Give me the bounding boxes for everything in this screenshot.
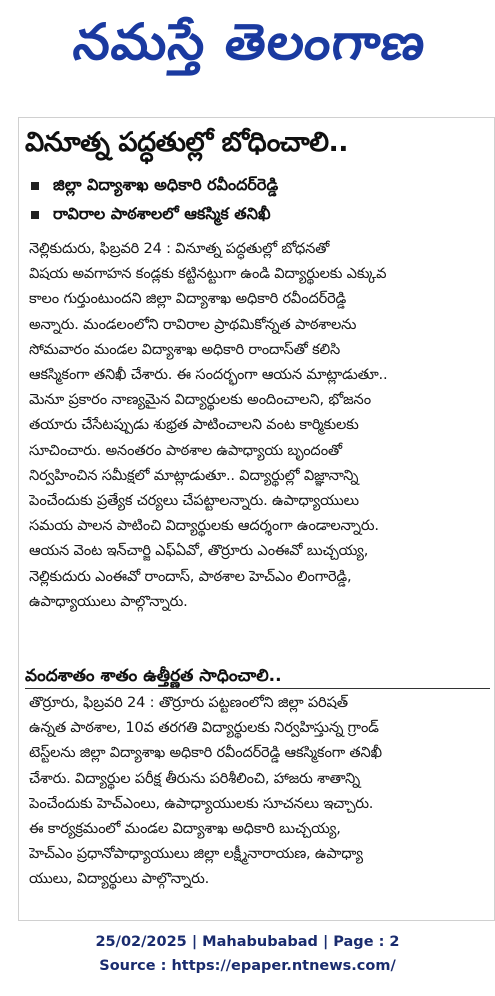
bullet-square-icon xyxy=(31,182,39,190)
body-line: నెల్లికుదురు, ఫిబ్రవరి 24 : వినూత్న పద్ధతుల్లో బోధనతో xyxy=(29,240,330,257)
body-line: విషయ అవగాహన కండ్లకు కట్టినట్టుగా ఉండి విద్యార్థులకు ఎక్కువ xyxy=(29,265,387,283)
body-line: ఆయన వెంట ఇన్‌చార్జి ఎఫ్‌ఏవో, తొర్రూరు ఎంఈవో బుచ్చయ్య, xyxy=(29,542,369,560)
article-body-paragraph-1 xyxy=(29,236,488,614)
article-body-paragraph-2 xyxy=(29,690,488,892)
bullet-point xyxy=(31,202,490,228)
bullet-square-icon xyxy=(31,211,39,219)
body-line: టెస్ట్‌లను జిల్లా విద్యాశాఖ అధికారి రవీందర్‌రెడ్డి ఆకస్మికంగా తనిఖీ xyxy=(29,744,382,762)
body-line: పెంచేందుకు హెచ్‌ఎంలు, ఉపాధ్యాయులకు సూచనలు ఇచ్చారు. xyxy=(29,794,374,812)
body-line: చేశారు. విద్యార్థుల పరీక్ష తీరును పరిశీలించి, హాజరు శాతాన్ని xyxy=(29,769,360,787)
body-line: ఉపాధ్యాయులు పాల్గొన్నారు. xyxy=(29,592,188,610)
body-line: మెనూ ప్రకారం నాణ్యమైన విద్యార్థులకు అందించాలని, భోజనం xyxy=(29,391,371,409)
body-line: తొర్రూరు, ఫిబ్రవరి 24 : తొర్రూరు పట్టణంలోని జిల్లా పరిషత్ xyxy=(29,694,348,711)
edition-info: 25/02/2025 | Mahabubabad | Page : 2 xyxy=(95,934,400,950)
bullet-text: రావిరాల పాఠశాలలో ఆకస్మిక తనిఖీ xyxy=(53,203,271,223)
body-line: ఆకస్మికంగా తనిఖీ చేశారు. ఈ సందర్భంగా ఆయన మాట్లాడుతూ.. xyxy=(29,366,388,384)
bullet-point xyxy=(31,173,490,199)
body-line: పెంచేందుకు ప్రత్యేక చర్యలు చేపట్టాలన్నారు. ఉపాధ్యాయులు xyxy=(29,492,359,510)
article-subheadline: వందశాతం శాతం ఉత్తీర్ణత సాధించాలి.. xyxy=(25,666,282,686)
body-line: ఉన్నత పాఠశాల, 10వ తరగతి విద్యార్థులకు నిర్వహిస్తున్న గ్రాండ్ xyxy=(29,719,379,737)
body-line: అన్నారు. మండలంలోని రావిరాల ప్రాథమికోన్నత పాఠశాలను xyxy=(29,315,357,333)
body-line: ఈ కార్యక్రమంలో మండల విద్యాశాఖ అధికారి బుచ్చయ్య, xyxy=(29,820,341,838)
section-divider xyxy=(25,688,490,689)
body-line: సూచించారు. అనంతరం పాఠశాల ఉపాధ్యాయ బృందంతో xyxy=(29,441,342,459)
source-link[interactable]: Source : https://epaper.ntnews.com/ xyxy=(99,958,396,974)
body-line: సోమవారం మండల విద్యాశాఖ అధికారి రాందాస్‌తో కలిసి xyxy=(29,340,341,358)
body-line: యులు, విద్యార్థులు పాల్గొన్నారు. xyxy=(29,870,210,888)
body-line: తయారు చేసేటప్పుడు శుభ్రత పాటించాలని వంట కార్మికులకు xyxy=(29,416,359,434)
masthead-logo-text: నమస్తే తెలంగాణ xyxy=(70,13,430,71)
newspaper-masthead xyxy=(40,6,460,78)
body-line: కాలం గుర్తుంటుందని జిల్లా విద్యాశాఖ అధికారి రవీందర్‌రెడ్డి xyxy=(29,290,347,308)
body-line: సమయ పాలన పాటించి విద్యార్థులకు ఆదర్శంగా ఉండాలన్నారు. xyxy=(29,517,379,535)
body-line: హెచ్‌ఎం ప్రధానోపాధ్యాయులు జిల్లా లక్ష్మీనారాయణ, ఉపాధ్యా xyxy=(29,845,363,863)
body-line: నెల్లికుదురు ఎంఈవో రాందాస్, పాఠశాల హెచ్‌ఎం లింగారెడ్డి, xyxy=(29,567,352,585)
news-clipping xyxy=(18,117,495,921)
article-headline: వినూత్న పద్ధతుల్లో బోధించాలి.. xyxy=(25,127,349,158)
bullet-text: జిల్లా విద్యాశాఖ అధికారి రవీందర్‌రెడ్డి xyxy=(53,174,279,194)
body-line: నిర్వహించిన సమీక్షలో మాట్లాడుతూ.. విద్యార్థుల్లో విజ్ఞానాన్ని xyxy=(29,466,359,484)
